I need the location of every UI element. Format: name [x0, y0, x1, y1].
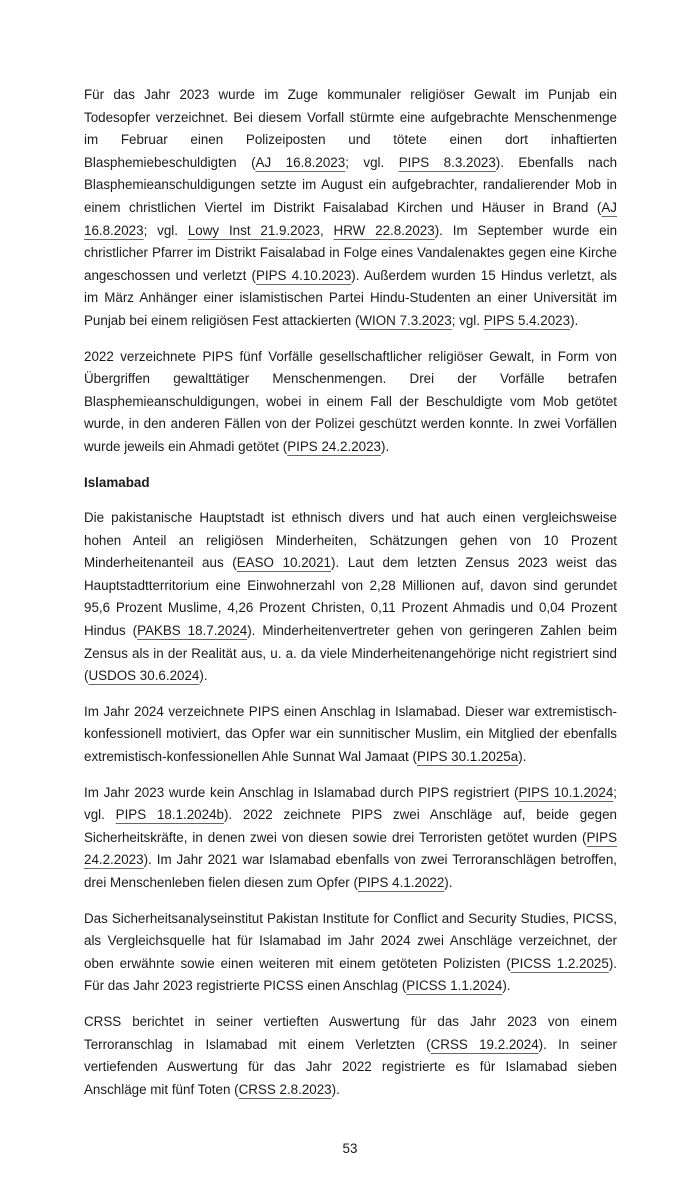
source-link[interactable]: HRW 22.8.2023 [333, 222, 435, 238]
source-link[interactable]: PIPS 24.2.2023 [287, 438, 382, 454]
source-link[interactable]: PICSS 1.1.2024 [406, 978, 503, 994]
text: ). [502, 978, 511, 994]
paragraph [84, 346, 617, 459]
text: Im Jahr 2023 wurde kein Anschlag in Islamabad durch PIPS registriert ( [84, 784, 519, 800]
source-link[interactable]: CRSS 19.2.2024 [430, 1036, 539, 1052]
paragraph [84, 782, 617, 895]
source-link[interactable]: AJ 16.8.2023 [84, 199, 617, 238]
source-link[interactable]: PIPS 10.1.2024 [518, 784, 614, 800]
text: ). [570, 312, 579, 328]
text: ). 2022 zeichnete PIPS zwei Anschläge auf, beide gegen Sicherheitskräfte, in denen zwei von diesen sowie drei Terroristen getötet wurden ( [84, 807, 617, 845]
text: Das Sicherheitsanalyseinstitut Pakistan Institute for Conflict and Security Studies, PICSS, als Vergleichsquelle hat für Islamabad im Jahr 2024 zwei Anschläge verzeichnet, der oben erwähnte sowie einen weiteren mit einem getöteten Polizisten ( [84, 910, 617, 971]
text: ). [444, 875, 453, 890]
source-link[interactable]: PIPS 24.2.2023 [84, 829, 617, 868]
source-link[interactable]: PIPS 8.3.2023 [398, 154, 496, 170]
text: ). In seiner vertiefenden Auswertung für das Jahr 2022 registrierte es für Islamabad sieben Anschläge mit fünf Toten ( [84, 1036, 617, 1097]
source-link[interactable]: Lowy Inst 21.9.2023 [187, 222, 320, 238]
paragraph [84, 1011, 617, 1101]
text: ). Ebenfalls nach Blasphemieanschuldigungen setzte im August ein aufgebrachter, randalierender Mob in einem christlichen Viertel im Distrikt Faisalabad Kirchen und Häuser in Brand ( [84, 154, 618, 215]
page-number: 53 [342, 1141, 358, 1157]
text: CRSS berichtet in seiner vertieften Auswertung für das Jahr 2023 von einem Terroranschlag in Islamabad mit einem Verletzten ( [84, 1013, 617, 1052]
source-link[interactable]: PIPS 30.1.2025a [416, 749, 519, 765]
text: Im Jahr 2024 verzeichnete PIPS einen Anschlag in Islamabad. Dieser war extremistisch-konfessionell motiviert, das Opfer war ein sunnitischer Muslim, ein Mitglied der ebenfalls extremistisch-konfessionellen Ahle Sunnat Wal Jamaat ( [84, 703, 617, 765]
paragraph [84, 701, 617, 769]
text: ). Im Jahr 2021 war Islamabad ebenfalls von zwei Terroranschlägen betroffen, drei Menschenleben fielen diesen zum Opfer ( [84, 852, 617, 890]
text: , [319, 222, 334, 238]
source-link[interactable]: WION 7.3.2023 [359, 312, 452, 328]
text: ). Im September wurde ein christlicher Pfarrer im Distrikt Faisalabad in Folge eines Vandalenaktes gegen eine Kirche angeschossen und verletzt ( [84, 222, 618, 283]
source-link[interactable]: PIPS 4.10.2023 [255, 267, 352, 283]
source-link[interactable]: CRSS 2.8.2023 [238, 1081, 332, 1097]
source-link[interactable]: PIPS 5.4.2023 [483, 312, 571, 328]
text: Islamabad [84, 474, 150, 490]
paragraph [84, 507, 617, 688]
text: ). Außerdem wurden 15 Hindus verletzt, als im März Anhänger einer islamistischen Partei Hindu-Studenten an einer Universität im Punjab bei einem religiösen Fest attackierten ( [84, 267, 618, 328]
text: ; vgl. [84, 784, 618, 823]
text: Die pakistanische Hauptstadt ist ethnisch divers und hat auch einen vergleichsweise hohen Anteil an religiösen Minderheiten, Schätzungen gehen von 10 Prozent Minderheitenanteil aus ( [84, 510, 617, 571]
text: ). [518, 749, 527, 765]
text: ). [381, 438, 390, 454]
text: ). [331, 1081, 340, 1097]
text: ). Für das Jahr 2023 registrierte PICSS einen Anschlag ( [84, 955, 618, 994]
text: ; vgl. [143, 222, 188, 238]
source-link[interactable]: AJ 16.8.2023 [255, 154, 346, 170]
text: ). Laut dem letzten Zensus 2023 weist das Hauptstadtterritorium eine Einwohnerzahl von 2,28 Millionen auf, davon sind gerundet 95,6 Prozent Muslime, 4,26 Prozent Christen, 0,11 Prozent Ahmadis und 0,04 Prozent Hindus ( [84, 555, 617, 639]
source-link[interactable]: EASO 10.2021 [236, 555, 331, 571]
paragraph [84, 908, 617, 998]
text: Für das Jahr 2023 wurde im Zuge kommunaler religiöser Gewalt im Punjab ein Todesopfer verzeichnet. Bei diesem Vorfall stürmte eine aufgebrachte Menschenmenge im Februar einen Polizeiposten und tötete einen dort inhaftierten Blasphemiebeschuldigten ( [84, 87, 617, 170]
text: ; vgl. [345, 154, 399, 170]
source-link[interactable]: PIPS 18.1.2024b [115, 807, 224, 823]
source-link[interactable]: PIPS 4.1.2022 [357, 875, 445, 890]
source-link[interactable]: PICSS 1.2.2025 [510, 955, 609, 971]
paragraph [84, 84, 617, 333]
text: ). [199, 668, 208, 684]
document-body [84, 84, 617, 1114]
text: 2022 verzeichnete PIPS fünf Vorfälle gesellschaftlicher religiöser Gewalt, in Form von Übergriffen gewalttätiger Menschenmengen. Drei der Vorfälle betrafen Blasphemieanschuldigungen, wobei in einem Fall der Beschuldigte vom Mob getötet wurde, in den anderen Fällen von der Polizei geschützt werden konnte. In zwei Vorfällen wurde jeweils ein Ahmadi getötet ( [84, 348, 617, 454]
source-link[interactable]: USDOS 30.6.2024 [88, 668, 200, 684]
text: ). Minderheitenvertreter gehen von geringeren Zahlen beim Zensus als in der Realität aus, u. a. da viele Minderheitenangehörige nicht registriert sind ( [84, 623, 617, 684]
text: ; vgl. [451, 312, 484, 328]
section-heading [84, 472, 617, 495]
source-link[interactable]: PAKBS 18.7.2024 [137, 623, 248, 639]
